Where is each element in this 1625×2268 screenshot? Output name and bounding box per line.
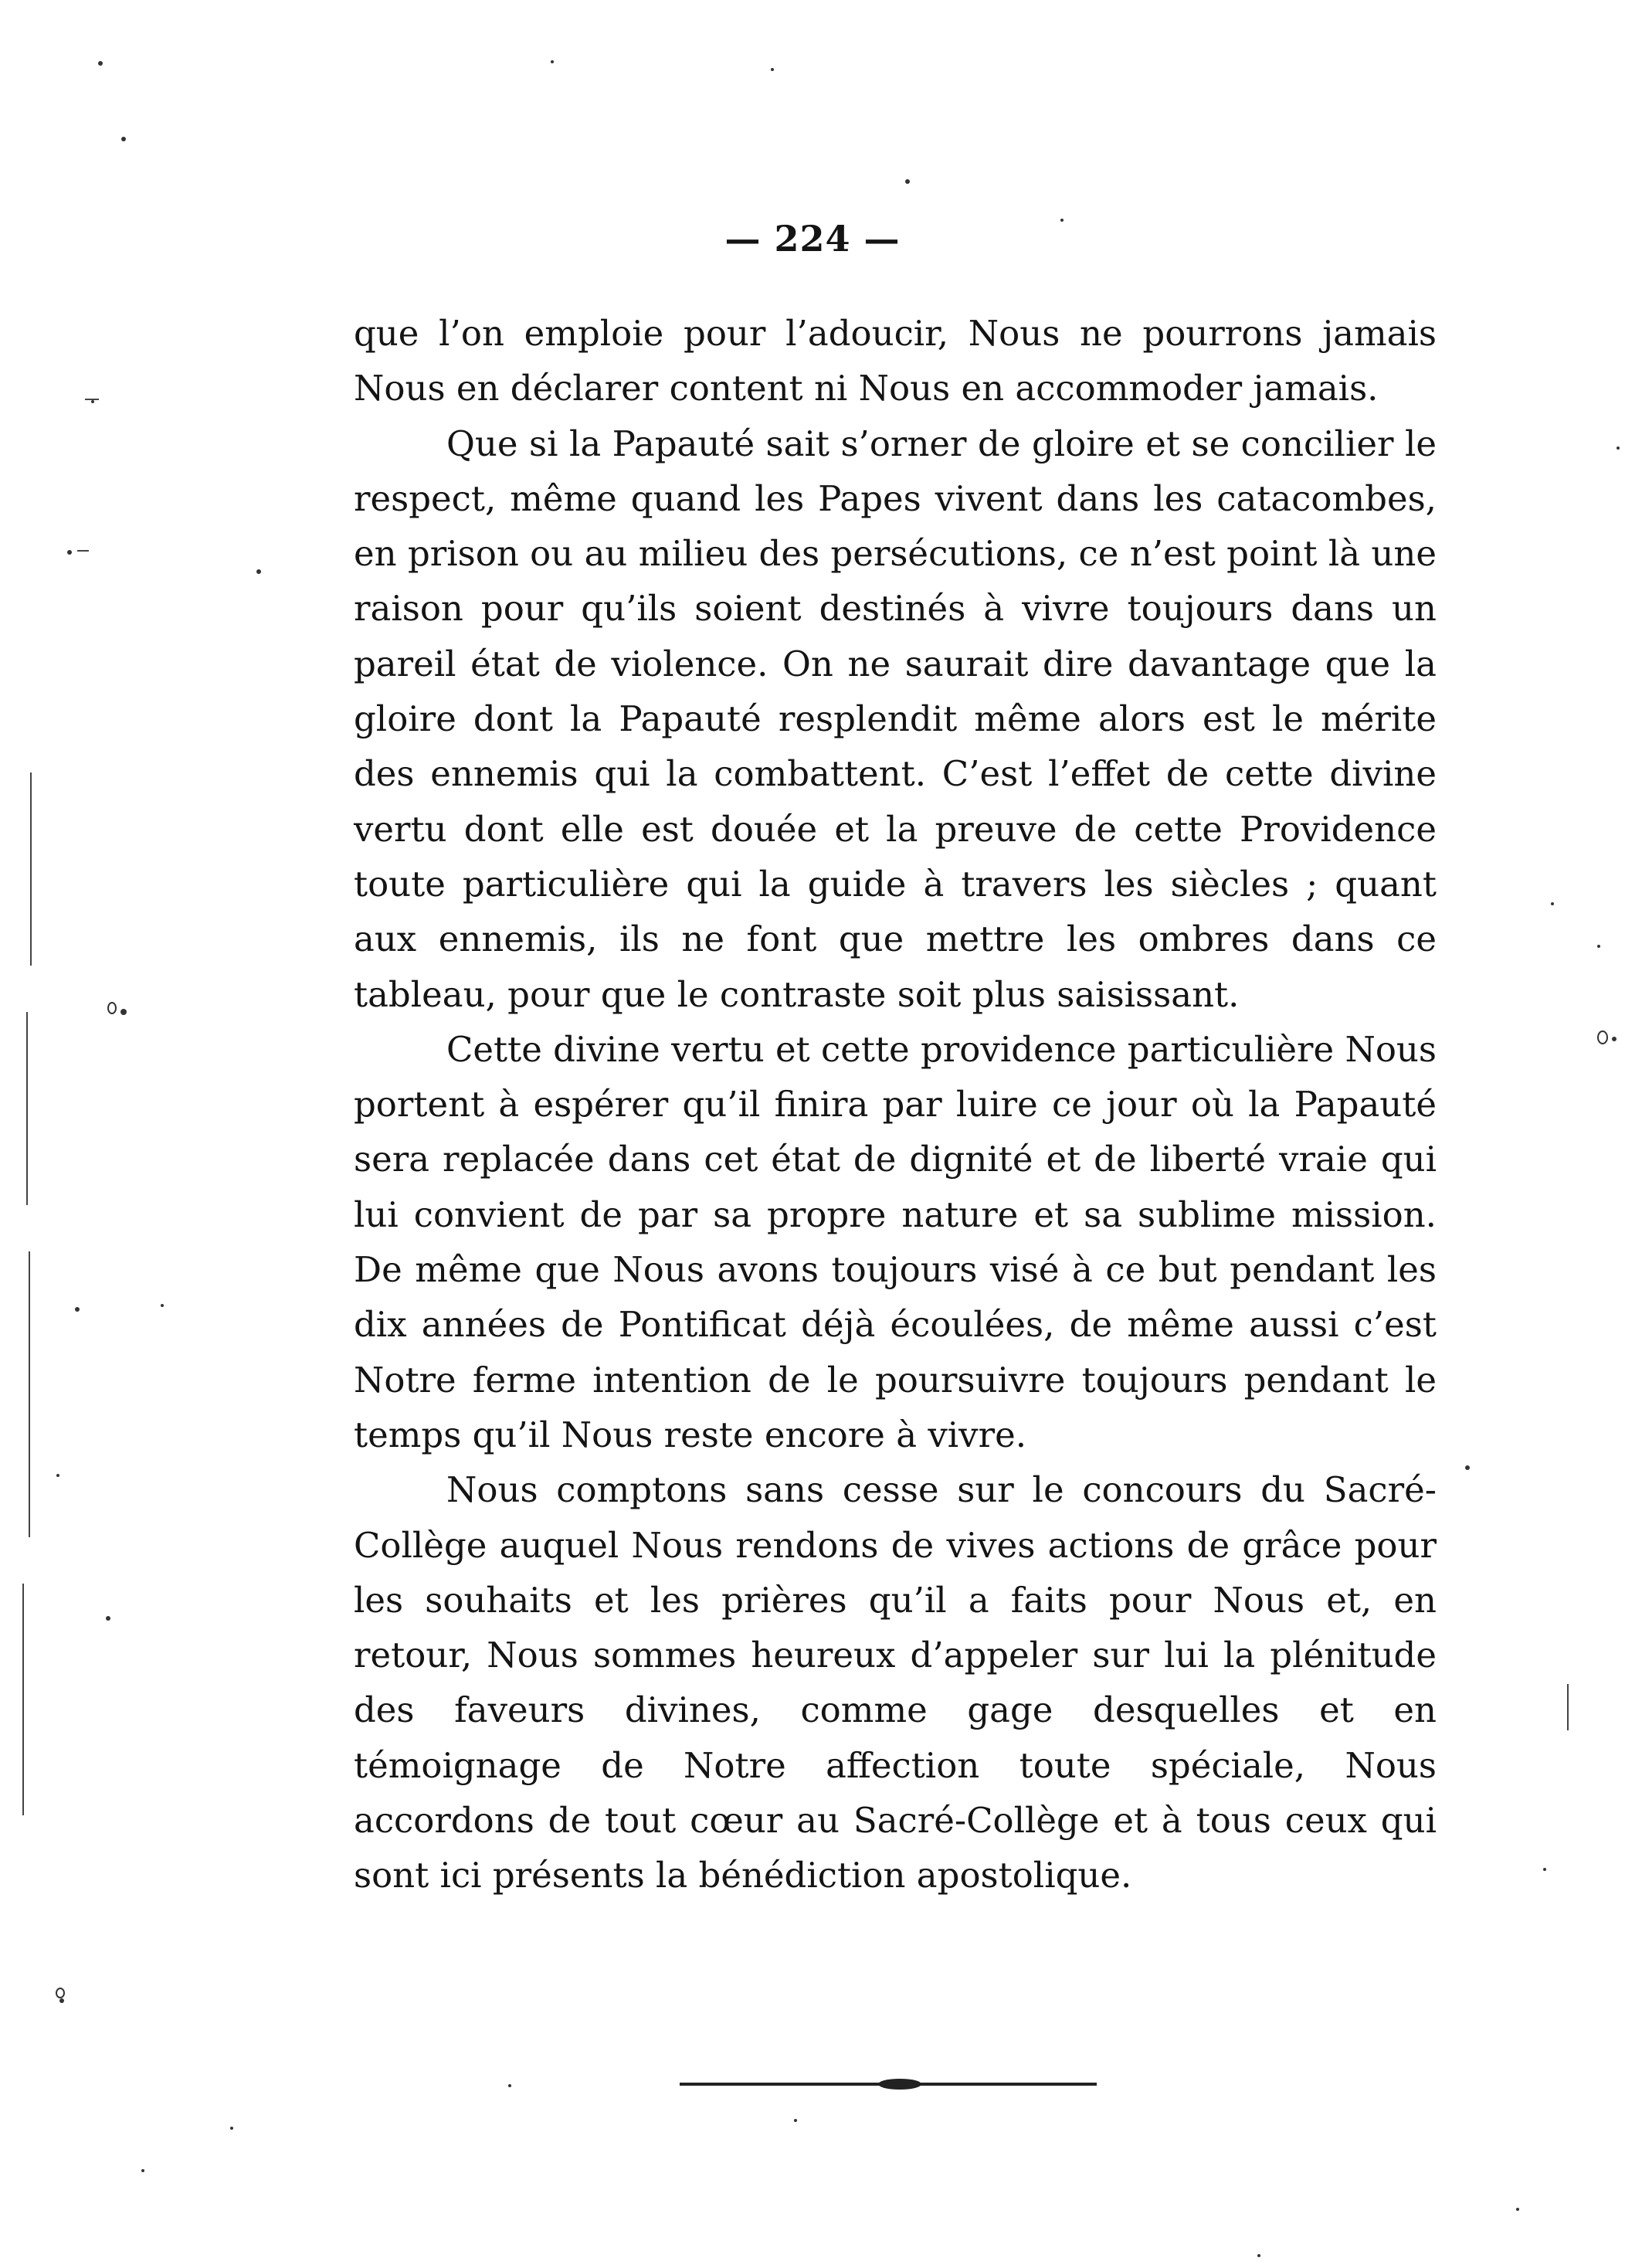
paragraph: que l’on emploie pour l’adoucir, Nous ne pourrons jamais Nous en déclarer content ni Nous en accommoder jamais. <box>354 313 1437 409</box>
body-text <box>354 306 1437 1903</box>
end-ornament <box>680 2076 1097 2092</box>
paragraph: Que si la Papauté sait s’orner de gloire et se concilier le respect, même quand les Papes vivent dans les catacombes, en prison ou au milieu des persécutions, ce n’est point là une raison pour qu’ils soient destinés à vivre toujours dans un pareil état de violence. On ne saurait dire davantage que la gloire dont la Papauté resplendit même alors est le mérite des ennemis qui la combattent. C’est l’effet de cette divine vertu dont elle est douée et la preuve de cette Providence toute particulière qui la guide à travers les siècles ; quant aux ennemis, ils ne font que mettre les ombres dans ce tableau, pour que le contraste soit plus saisissant. <box>354 423 1437 1015</box>
paragraph: Nous comptons sans cesse sur le concours du Sacré-Collège auquel Nous rendons de vives actions de grâce pour les souhaits et les prières qu’il a faits pour Nous et, en retour, Nous sommes heureux d’appeler sur lui la plénitude des faveurs divines, comme gage desquelles et en témoignage de Notre affection toute spéciale, Nous accordons de tout cœur au Sacré-Collège et à tous ceux qui sont ici présents la bénédiction apostolique. <box>354 1469 1437 1896</box>
page-number: — 224 — <box>724 218 901 260</box>
paragraph: Cette divine vertu et cette providence particulière Nous portent à espérer qu’il finira par luire ce jour où la Papauté sera replacée dans cet état de dignité et de liberté vraie qui lui convient de par sa propre nature et sa sublime mission. De même que Nous avons toujours visé à ce but pendant les dix années de Pontificat déjà écoulées, de même aussi c’est Notre ferme intention de le poursuivre toujours pendant le temps qu’il Nous reste encore à vivre. <box>354 1028 1437 1455</box>
